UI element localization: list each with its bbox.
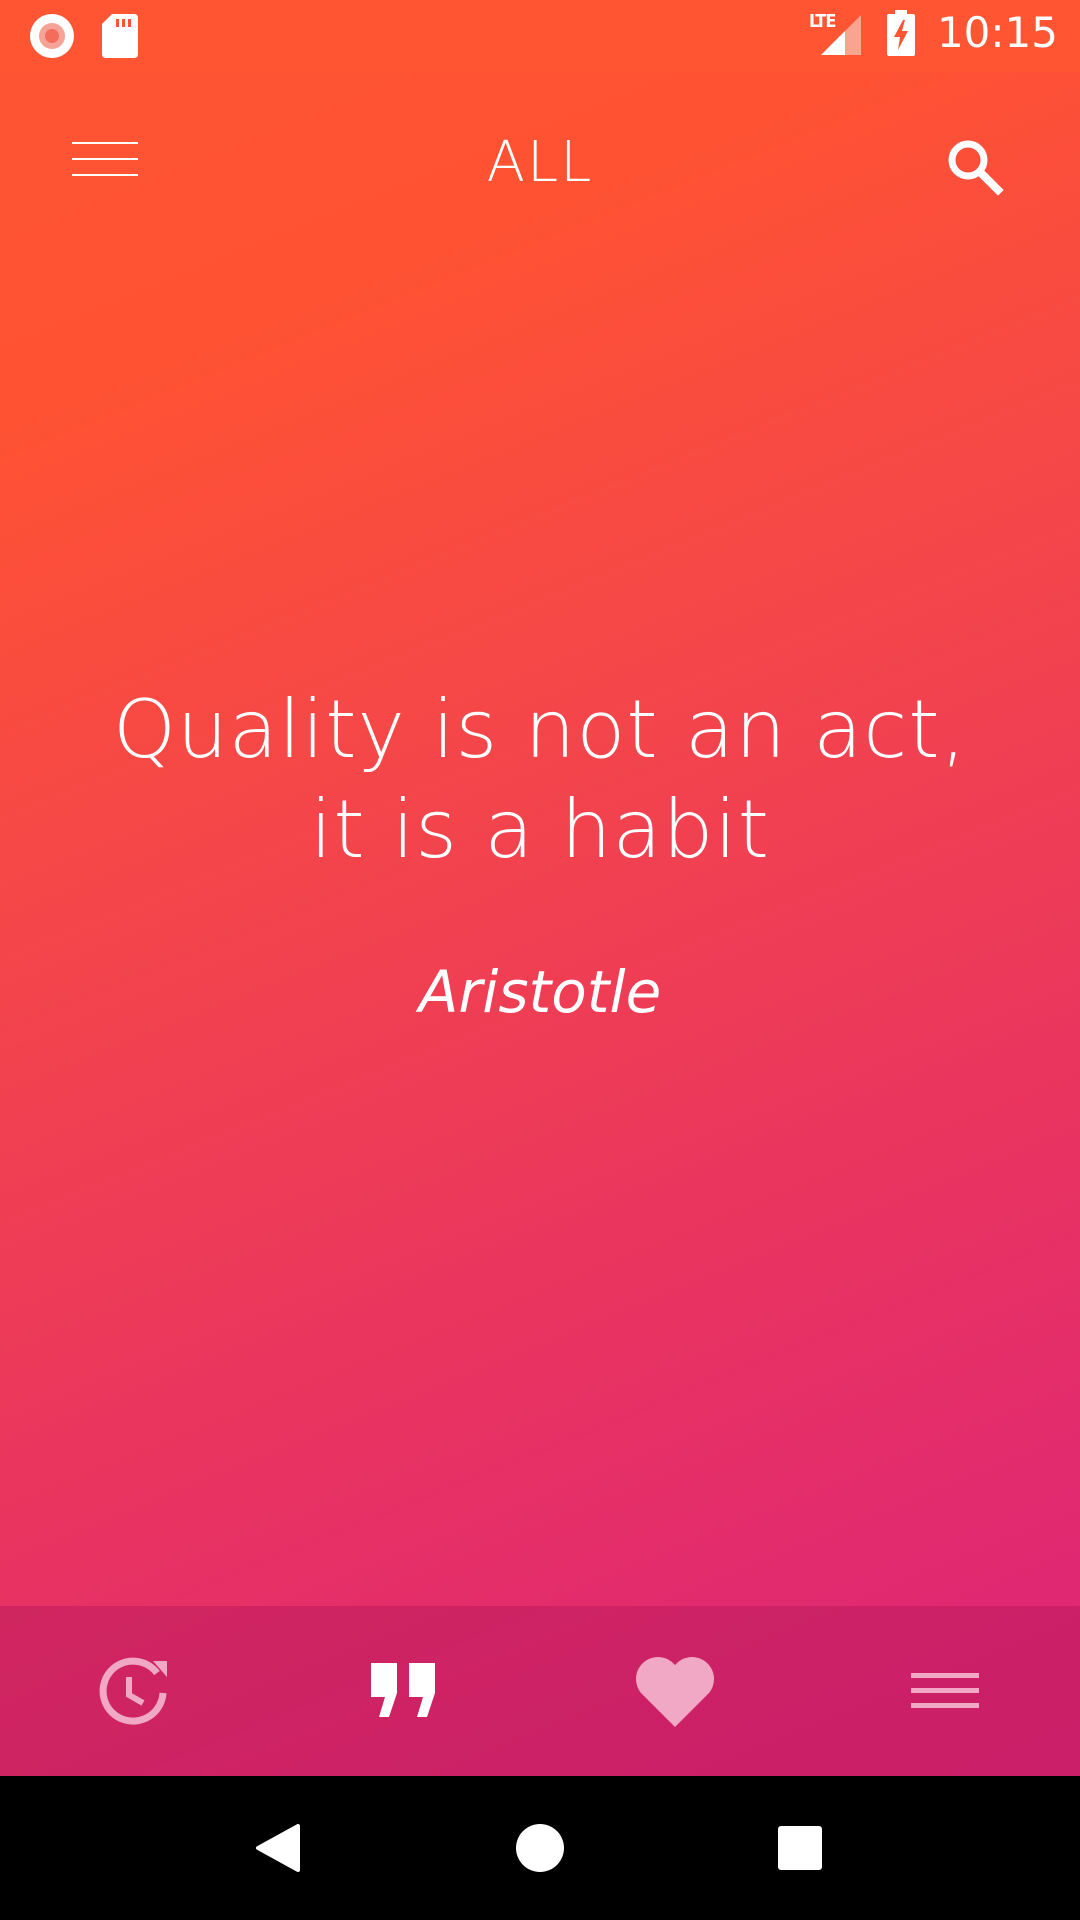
- quote-text: Quality is not an act, it is a habit: [112, 683, 968, 876]
- nav-favorites[interactable]: [540, 1606, 810, 1776]
- app-bar: [0, 72, 1080, 252]
- recents-icon[interactable]: [745, 1793, 855, 1903]
- clock: 10:15: [936, 8, 1058, 57]
- page-title: ALL: [486, 130, 594, 195]
- heart-icon: [633, 1653, 717, 1729]
- status-bar: [0, 0, 1080, 72]
- system-nav-bar: [0, 1776, 1080, 1920]
- history-icon: [95, 1651, 175, 1731]
- sd-card-icon: [102, 14, 138, 58]
- back-icon[interactable]: [225, 1793, 335, 1903]
- quote-card[interactable]: [100, 680, 980, 1026]
- signal-icon: [809, 9, 865, 57]
- nav-categories[interactable]: [810, 1606, 1080, 1776]
- quote-icon: [365, 1659, 445, 1723]
- network-label: LTE: [808, 10, 836, 32]
- list-icon: [907, 1667, 983, 1715]
- bottom-nav: [0, 1606, 1080, 1776]
- quote-author[interactable]: Aristotle: [418, 958, 662, 1026]
- search-icon[interactable]: [940, 132, 1010, 202]
- nav-quotes[interactable]: [270, 1606, 540, 1776]
- battery-charging-icon: [887, 10, 915, 56]
- screen-record-icon: [30, 14, 74, 58]
- home-icon[interactable]: [485, 1793, 595, 1903]
- nav-history[interactable]: [0, 1606, 270, 1776]
